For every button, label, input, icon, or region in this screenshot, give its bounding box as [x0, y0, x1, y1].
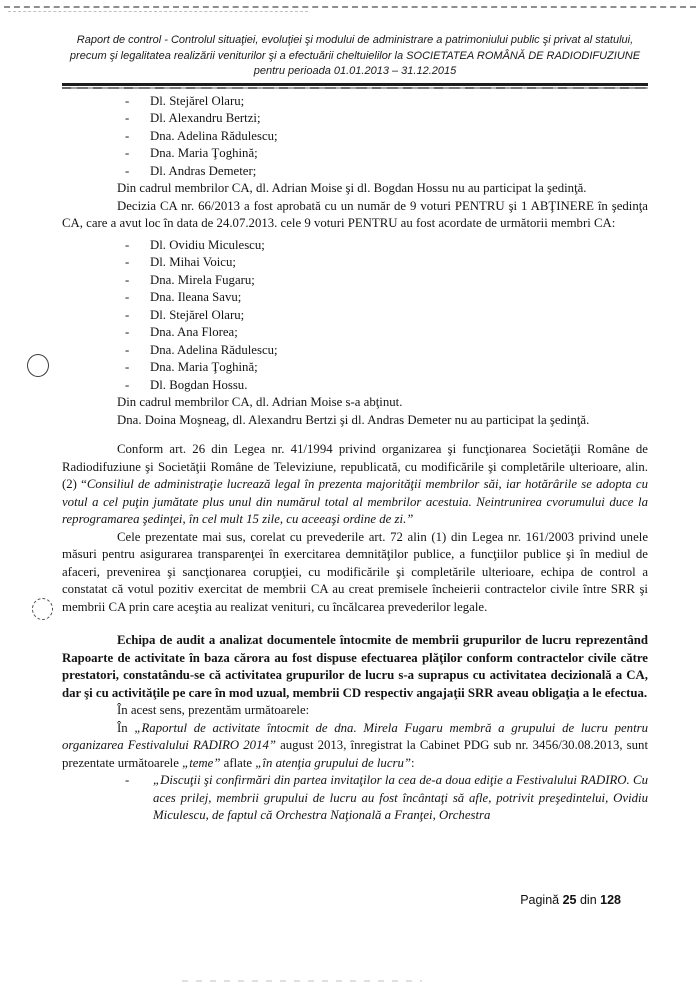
member-name: Dna. Adelina Rădulescu;	[150, 128, 278, 143]
header-rule-thin	[62, 87, 648, 89]
member-name: Dna. Maria Ţoghină;	[150, 146, 258, 160]
list-item	[62, 128, 648, 146]
hole-punch-mark-bottom	[32, 598, 53, 620]
dash-bullet: -	[125, 307, 130, 322]
paragraph-decision-66-2013: Decizia CA nr. 66/2013 a fost aprobată cu un număr de 9 voturi PENTRU şi 1 ABŢINERE în şedinţa CA, care a avut loc în data de 24.07.2013. cele 9 voturi PENTRU au fost acordate de următorii membri CA:	[62, 198, 648, 230]
footer-page-word: Pagină	[520, 893, 563, 907]
list-item	[62, 324, 648, 342]
dash-bullet: -	[125, 111, 130, 125]
paragraph-in-this-sense: În acest sens, prezentăm următoarele:	[117, 703, 310, 717]
paragraph-law-41-1994	[62, 441, 648, 529]
dash-bullet: -	[125, 290, 130, 304]
member-name: Dl. Mihai Voicu;	[150, 255, 236, 269]
radiro-bullet-item	[117, 772, 648, 825]
member-name: Dl. Andras Demeter;	[150, 163, 257, 178]
dash-bullet: -	[125, 325, 130, 339]
law41-quote-text: Consiliul de administraţie lucrează legal în prezenta majorităţii membrilor săi, iar hotărârile se adopta cu votul a cel puţin jumătate plus unul din numărul total al membrilor acestuia. Neintrunirea cvorumului duce la reprogramarea şedinţei, în cel mult 15 zile, cu aceeaşi ordine de zi.”	[62, 477, 648, 526]
member-name: Dl. Stejărel Olaru;	[150, 307, 245, 322]
list-item	[62, 359, 648, 377]
list-item	[62, 307, 648, 325]
paragraph-audit-findings-bold: Echipa de audit a analizat documentele întocmite de membrii grupurilor de lucru reprezentând Rapoarte de activitate în baza cărora au fost dispuse efectuarea plăţilor conform contractelor civile către prestatori, constatându-se că activitatea grupurilor de lucru s-a suprapus cu activitatea decizională a CA, dar şi cu activităţile pe care în mod uzual, membrii CD respectiv angajaţii SRR aveau obligaţia a le efectua.	[62, 633, 648, 700]
report-text-normal-1: În	[117, 720, 135, 735]
paragraph-law-161-2003: Cele prezentate mai sus, corelat cu prevederile art. 72 alin (1) din Legea nr. 161/2003 privind unele măsuri pentru asigurarea transparenţei în exercitarea demnităţilor publice, a funcţiilor publice şi în mediul de afaceri, prevenirea şi sancţionarea corupţiei, cu modificările şi completările ulterioare, echipa de control a constatat că votul pozitiv exercitat de membrii CA au creat premisele încheierii contractelor civile între SRR şi membrii CA prin care aceştia au realizat venituri, cu încălcarea prevederilor legale.	[62, 529, 648, 614]
member-name: Dna. Mirela Fugaru;	[150, 272, 255, 287]
page-number-indicator	[520, 892, 621, 910]
dash-bullet: -	[125, 255, 130, 269]
list-item	[62, 272, 648, 290]
dash-bullet: -	[125, 360, 130, 374]
report-header-title: Raport de control - Controlul situaţiei, evoluţiei şi modului de administrare a patrimoniului public şi privat al statului, precum şi legalitatea realizării veniturilor şi a efectuării cheltuielilor la SOCIETATEA ROMÂNĂ DE RADIODIFUZIUNE pentru perioada 01.01.2013 – 31.12.2015	[69, 34, 641, 77]
report-text-italic-2: „teme”	[182, 755, 221, 770]
member-name: Dl. Stejărel Olaru;	[150, 93, 245, 108]
spacer	[62, 429, 648, 441]
paragraph-absent-members-2: Dna. Doina Moşneag, dl. Alexandru Bertzi şi dl. Andras Demeter nu au participat la şedinţă.	[117, 412, 590, 427]
member-name: Dl. Ovidiu Miculescu;	[150, 237, 265, 252]
dash-bullet: -	[125, 93, 130, 108]
list-item	[62, 254, 648, 272]
member-list-1	[62, 93, 648, 181]
report-text-italic-1: „Raportul de activitate întocmit de dna. Mirela Fugaru membră a grupului de lucru pentru organizarea Festivalului RADIRO 2014”	[62, 720, 648, 752]
spacer	[62, 616, 648, 632]
hole-punch-mark-top	[27, 354, 49, 377]
paragraph-activity-report	[62, 720, 648, 773]
dash-bullet: -	[125, 237, 130, 252]
footer-din-word: din	[576, 893, 601, 907]
member-list-2	[62, 237, 648, 395]
list-item	[62, 145, 648, 163]
dash-bullet: -	[125, 342, 130, 357]
scan-bottom-artifact	[182, 980, 422, 982]
report-text-normal-2: august 2013, înregistrat la Cabinet PDG sub nr. 3456/30.08.2013, sunt prezentate următoarele	[62, 738, 648, 770]
dash-bullet: -	[125, 146, 130, 160]
radiro-bullet-text: „Discuţii şi confirmări din partea invitaţilor la cea de-a doua ediţie a Festivalului RADIRO. Cu aces prilej, membrii grupului de lucru au fost încântaţi să afle, potrivit preşedintelui, Ovidiu Miculescu, de faptul că Orchestra Naţională a Franţei, Orchestra	[153, 773, 648, 822]
member-name: Dna. Maria Ţoghină;	[150, 360, 258, 374]
list-item	[62, 110, 648, 128]
list-item	[62, 342, 648, 360]
list-item	[62, 93, 648, 111]
footer-total-pages: 128	[600, 893, 621, 907]
law41-intro-text: Conform art. 26 din Legea nr. 41/1994 privind organizarea şi funcţionarea Societăţii Române de Radiodifuziune şi Societăţii Române de Televiziune, republicată, cu modificările şi completările ulterioare, alin. (2) “	[62, 442, 648, 491]
scan-top-edge-artifact	[4, 6, 696, 8]
member-name: Dl. Alexandru Bertzi;	[150, 111, 261, 125]
report-text-normal-4: :	[411, 755, 415, 770]
list-item	[62, 377, 648, 395]
report-text-italic-3: „în atenţia grupului de lucru”	[255, 755, 411, 770]
page-content	[62, 33, 648, 825]
dash-bullet: -	[125, 272, 130, 287]
dash-bullet: -	[125, 163, 130, 178]
report-text-normal-3: aflate	[220, 755, 256, 770]
list-item	[62, 237, 648, 255]
dash-bullet: -	[125, 377, 130, 392]
member-name: Dna. Ileana Savu;	[150, 290, 242, 304]
footer-page-number: 25	[562, 893, 577, 907]
member-name: Dl. Bogdan Hossu.	[150, 377, 248, 392]
list-item	[62, 163, 648, 181]
list-item	[62, 289, 648, 307]
paragraph-absent-members-1: Din cadrul membrilor CA, dl. Adrian Moise şi dl. Bogdan Hossu nu au participat la şedinţă.	[117, 181, 587, 195]
dash-bullet: -	[125, 128, 130, 143]
member-name: Dna. Ana Florea;	[150, 325, 238, 339]
paragraph-abstain: Din cadrul membrilor CA, dl. Adrian Moise s-a abţinut.	[117, 395, 403, 409]
scan-top-edge-artifact-2	[8, 11, 308, 12]
dash-bullet: -	[125, 773, 130, 787]
member-name: Dna. Adelina Rădulescu;	[150, 342, 278, 357]
header-rule-thick	[62, 83, 648, 86]
